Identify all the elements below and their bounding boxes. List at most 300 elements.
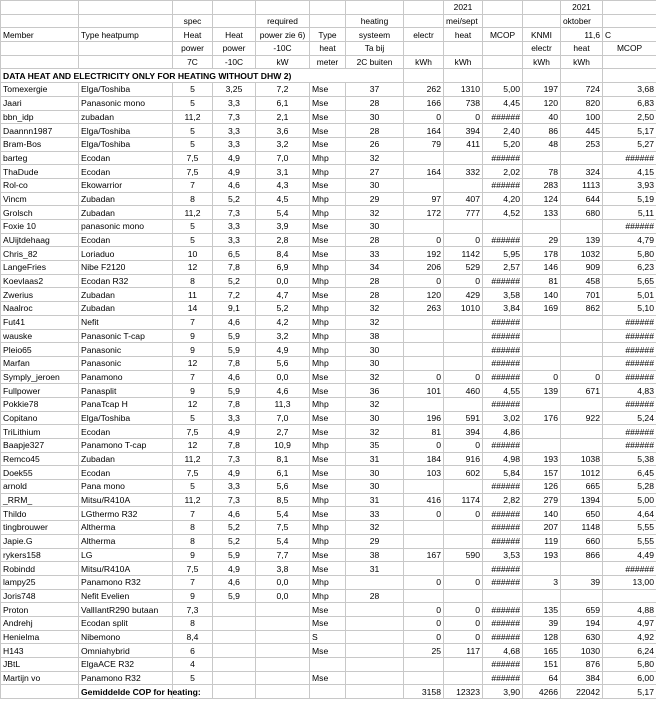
cell-heating-temp[interactable]: 30 [346, 466, 404, 480]
cell-spec-power-7c[interactable]: 5 [173, 137, 213, 151]
cell-heating-temp[interactable]: 31 [346, 452, 404, 466]
cell-spec-power-7c[interactable]: 9 [173, 589, 213, 603]
cell-heat-meter-type[interactable]: Mhp [310, 274, 346, 288]
cell-type-heatpump[interactable]: Panasonic [79, 343, 173, 357]
cell-heat-oktober[interactable] [561, 220, 603, 234]
cell-electr-mei-sept[interactable] [404, 671, 444, 685]
totals-label[interactable]: Gemiddelde COP for heating: [79, 685, 173, 699]
cell-electr-mei-sept[interactable]: 416 [404, 493, 444, 507]
cell-heat-meter-type[interactable]: Mse [310, 288, 346, 302]
cell-required-power[interactable]: 0,0 [256, 274, 310, 288]
cell-member[interactable]: Tomexergie [1, 83, 79, 97]
cell-heat-meter-type[interactable]: Mhp [310, 493, 346, 507]
cell-heat-power-min10c[interactable]: 7,2 [213, 288, 256, 302]
cell-electr-mei-sept[interactable] [404, 521, 444, 535]
cell-mcop-oktober[interactable]: 5,00 [603, 493, 656, 507]
cell-heat-oktober[interactable]: 458 [561, 274, 603, 288]
cell-spec-power-7c[interactable]: 11,2 [173, 452, 213, 466]
cell-spec-power-7c[interactable]: 9 [173, 384, 213, 398]
cell-heat-oktober[interactable]: 100 [561, 110, 603, 124]
cell-mcop-oktober[interactable]: ###### [603, 220, 656, 234]
cell-required-power[interactable]: 3,2 [256, 329, 310, 343]
cell-member[interactable]: Proton [1, 603, 79, 617]
cell-heat-meter-type[interactable]: Mse [310, 110, 346, 124]
cell-mcop-oktober[interactable]: ###### [603, 356, 656, 370]
cell-mcop-oktober[interactable]: 5,27 [603, 137, 656, 151]
cell-heat-mei-sept[interactable]: 591 [444, 411, 483, 425]
cell-required-power[interactable]: 5,4 [256, 534, 310, 548]
cell-required-power[interactable]: 6,9 [256, 261, 310, 275]
cell-heat-power-min10c[interactable]: 3,3 [213, 233, 256, 247]
cell-electr-mei-sept[interactable]: 0 [404, 370, 444, 384]
cell-mcop-oktober[interactable]: ###### [603, 343, 656, 357]
cell-type-heatpump[interactable]: Zubadan [79, 206, 173, 220]
cell-mcop-mei-sept[interactable]: ###### [483, 274, 523, 288]
cell-heat-mei-sept[interactable] [444, 480, 483, 494]
cell-required-power[interactable] [256, 603, 310, 617]
cell-heating-temp[interactable]: 30 [346, 220, 404, 234]
cell-electr-oktober[interactable]: 135 [523, 603, 561, 617]
cell-heat-meter-type[interactable]: Mhp [310, 261, 346, 275]
cell-member[interactable]: Remco45 [1, 452, 79, 466]
cell-mcop-oktober[interactable]: 4,83 [603, 384, 656, 398]
cell-required-power[interactable]: 2,7 [256, 425, 310, 439]
cell-required-power[interactable]: 3,6 [256, 124, 310, 138]
cell-type-heatpump[interactable]: zubadan [79, 110, 173, 124]
cell-electr-mei-sept[interactable]: 196 [404, 411, 444, 425]
cell-electr-mei-sept[interactable] [404, 562, 444, 576]
cell-heating-temp[interactable]: 30 [346, 411, 404, 425]
cell-heat-meter-type[interactable]: Mse [310, 548, 346, 562]
cell-heating-temp[interactable] [346, 616, 404, 630]
cell-heat-power-min10c[interactable]: 7,8 [213, 439, 256, 453]
cell-heat-mei-sept[interactable]: 407 [444, 192, 483, 206]
cell-mcop-mei-sept[interactable]: ###### [483, 630, 523, 644]
cell-mcop-oktober[interactable]: 4,49 [603, 548, 656, 562]
cell-electr-mei-sept[interactable] [404, 356, 444, 370]
cell-heating-temp[interactable]: 28 [346, 274, 404, 288]
cell-spec-power-7c[interactable]: 8,4 [173, 630, 213, 644]
cell-mcop-mei-sept[interactable]: ###### [483, 562, 523, 576]
cell-heat-oktober[interactable]: 1032 [561, 247, 603, 261]
cell-heat-meter-type[interactable]: Mse [310, 247, 346, 261]
cell-required-power[interactable]: 4,9 [256, 343, 310, 357]
cell-type-heatpump[interactable]: Panasplit [79, 384, 173, 398]
cell-heat-power-min10c[interactable] [213, 644, 256, 658]
cell-mcop-oktober[interactable]: 5,17 [603, 124, 656, 138]
cell-mcop-mei-sept[interactable]: 4,98 [483, 452, 523, 466]
cell-mcop-oktober[interactable]: 6,23 [603, 261, 656, 275]
cell-required-power[interactable]: 5,2 [256, 302, 310, 316]
cell-spec-power-7c[interactable]: 12 [173, 397, 213, 411]
cell-heating-temp[interactable]: 30 [346, 343, 404, 357]
cell-mcop-mei-sept[interactable]: ###### [483, 397, 523, 411]
cell-heat-oktober[interactable]: 680 [561, 206, 603, 220]
cell-mcop-oktober[interactable]: 5,11 [603, 206, 656, 220]
cell-member[interactable]: lampy25 [1, 575, 79, 589]
cell-heating-temp[interactable]: 32 [346, 370, 404, 384]
cell-mcop-mei-sept[interactable]: ###### [483, 521, 523, 535]
cell-mcop-oktober[interactable] [603, 589, 656, 603]
cell-heat-power-min10c[interactable]: 4,9 [213, 562, 256, 576]
cell-heat-meter-type[interactable]: Mhp [310, 165, 346, 179]
cell-electr-mei-sept[interactable] [404, 480, 444, 494]
cell-mcop-oktober[interactable]: 5,19 [603, 192, 656, 206]
cell-heat-mei-sept[interactable]: 117 [444, 644, 483, 658]
cell-type-heatpump[interactable]: Ecodan R32 [79, 274, 173, 288]
cell-spec-power-7c[interactable]: 7,5 [173, 425, 213, 439]
cell-electr-mei-sept[interactable]: 167 [404, 548, 444, 562]
cell-heat-mei-sept[interactable]: 0 [444, 575, 483, 589]
cell-heat-power-min10c[interactable]: 7,8 [213, 397, 256, 411]
cell-mcop-mei-sept[interactable]: ###### [483, 658, 523, 672]
cell-electr-oktober[interactable]: 78 [523, 165, 561, 179]
cell-mcop-mei-sept[interactable]: 3,02 [483, 411, 523, 425]
cell-heat-oktober[interactable] [561, 589, 603, 603]
cell-heating-temp[interactable] [346, 671, 404, 685]
cell-mcop-mei-sept[interactable]: ###### [483, 507, 523, 521]
cell-heat-meter-type[interactable] [310, 658, 346, 672]
cell-electr-mei-sept[interactable] [404, 178, 444, 192]
cell-electr-oktober[interactable] [523, 439, 561, 453]
cell-spec-power-7c[interactable]: 7,3 [173, 603, 213, 617]
cell-heat-oktober[interactable]: 724 [561, 83, 603, 97]
cell-member[interactable]: Doek55 [1, 466, 79, 480]
cell-heating-temp[interactable]: 32 [346, 206, 404, 220]
cell-heat-oktober[interactable] [561, 151, 603, 165]
cell-heating-temp[interactable]: 26 [346, 137, 404, 151]
cell-heat-oktober[interactable]: 862 [561, 302, 603, 316]
cell-heat-power-min10c[interactable]: 3,3 [213, 137, 256, 151]
cell-electr-mei-sept[interactable]: 0 [404, 439, 444, 453]
cell-heat-meter-type[interactable]: Mhp [310, 575, 346, 589]
cell-heat-mei-sept[interactable]: 0 [444, 274, 483, 288]
cell-type-heatpump[interactable]: Ecodan [79, 466, 173, 480]
cell-heat-oktober[interactable] [561, 425, 603, 439]
cell-mcop-mei-sept[interactable]: 4,20 [483, 192, 523, 206]
total-heat-mei-sept[interactable]: 12323 [444, 685, 483, 699]
cell-spec-power-7c[interactable]: 8 [173, 274, 213, 288]
cell-member[interactable]: tingbrouwer [1, 521, 79, 535]
cell-member[interactable]: Jaari [1, 96, 79, 110]
cell-member[interactable]: Copitano [1, 411, 79, 425]
cell-member[interactable]: arnold [1, 480, 79, 494]
cell-type-heatpump[interactable]: Ecodan [79, 151, 173, 165]
total-mcop-oktober[interactable]: 5,17 [603, 685, 656, 699]
cell-electr-oktober[interactable]: 126 [523, 480, 561, 494]
cell-required-power[interactable]: 5,4 [256, 206, 310, 220]
cell-heat-mei-sept[interactable]: 0 [444, 110, 483, 124]
cell-electr-oktober[interactable]: 119 [523, 534, 561, 548]
cell-heat-power-min10c[interactable]: 7,8 [213, 356, 256, 370]
cell-mcop-mei-sept[interactable]: ###### [483, 480, 523, 494]
cell-electr-mei-sept[interactable] [404, 151, 444, 165]
cell-type-heatpump[interactable]: Zubadan [79, 192, 173, 206]
cell-electr-oktober[interactable]: 3 [523, 575, 561, 589]
cell-mcop-mei-sept[interactable]: ###### [483, 110, 523, 124]
cell-heat-mei-sept[interactable]: 1310 [444, 83, 483, 97]
cell-type-heatpump[interactable]: Elga/Toshiba [79, 83, 173, 97]
cell-spec-power-7c[interactable]: 12 [173, 261, 213, 275]
cell-required-power[interactable]: 6,1 [256, 96, 310, 110]
cell-spec-power-7c[interactable]: 4 [173, 658, 213, 672]
cell-electr-mei-sept[interactable]: 0 [404, 630, 444, 644]
cell-heat-oktober[interactable] [561, 439, 603, 453]
cell-heating-temp[interactable]: 28 [346, 288, 404, 302]
cell-heat-mei-sept[interactable] [444, 343, 483, 357]
cell-member[interactable]: Pleio65 [1, 343, 79, 357]
cell-electr-mei-sept[interactable]: 192 [404, 247, 444, 261]
cell-heat-oktober[interactable]: 866 [561, 548, 603, 562]
cell-spec-power-7c[interactable]: 7 [173, 178, 213, 192]
cell-mcop-mei-sept[interactable]: ###### [483, 616, 523, 630]
cell-heat-power-min10c[interactable]: 7,8 [213, 261, 256, 275]
cell-heat-power-min10c[interactable]: 5,2 [213, 521, 256, 535]
cell-heat-mei-sept[interactable]: 0 [444, 603, 483, 617]
cell-mcop-oktober[interactable]: 5,38 [603, 452, 656, 466]
cell-electr-oktober[interactable]: 140 [523, 507, 561, 521]
cell-mcop-mei-sept[interactable]: ###### [483, 603, 523, 617]
cell-heat-meter-type[interactable]: Mse [310, 452, 346, 466]
cell-electr-oktober[interactable] [523, 329, 561, 343]
cell-mcop-oktober[interactable]: 4,64 [603, 507, 656, 521]
cell-electr-oktober[interactable]: 81 [523, 274, 561, 288]
cell-heat-mei-sept[interactable] [444, 397, 483, 411]
cell-type-heatpump[interactable]: ElgaACE R32 [79, 658, 173, 672]
cell-member[interactable]: Bram-Bos [1, 137, 79, 151]
cell-heat-meter-type[interactable]: Mhp [310, 302, 346, 316]
cell-spec-power-7c[interactable]: 11,2 [173, 493, 213, 507]
cell-spec-power-7c[interactable]: 6 [173, 644, 213, 658]
cell-heating-temp[interactable]: 35 [346, 439, 404, 453]
cell-heat-oktober[interactable]: 922 [561, 411, 603, 425]
cell-heating-temp[interactable]: 38 [346, 548, 404, 562]
cell-member[interactable]: wauske [1, 329, 79, 343]
cell-heat-power-min10c[interactable]: 5,2 [213, 274, 256, 288]
cell-heat-mei-sept[interactable]: 777 [444, 206, 483, 220]
cell-heat-oktober[interactable]: 139 [561, 233, 603, 247]
cell-spec-power-7c[interactable]: 7,5 [173, 466, 213, 480]
cell-required-power[interactable]: 11,3 [256, 397, 310, 411]
cell-heat-power-min10c[interactable] [213, 630, 256, 644]
cell-heating-temp[interactable]: 33 [346, 507, 404, 521]
cell-type-heatpump[interactable]: Loriaduo [79, 247, 173, 261]
cell-member[interactable]: ThaDude [1, 165, 79, 179]
cell-heat-power-min10c[interactable]: 3,3 [213, 96, 256, 110]
cell-electr-mei-sept[interactable]: 0 [404, 233, 444, 247]
cell-heating-temp[interactable]: 30 [346, 356, 404, 370]
cell-spec-power-7c[interactable]: 12 [173, 356, 213, 370]
cell-heat-oktober[interactable] [561, 356, 603, 370]
cell-heating-temp[interactable] [346, 644, 404, 658]
cell-mcop-oktober[interactable]: ###### [603, 425, 656, 439]
cell-electr-mei-sept[interactable]: 103 [404, 466, 444, 480]
cell-electr-mei-sept[interactable]: 263 [404, 302, 444, 316]
cell-heat-meter-type[interactable]: Mhp [310, 521, 346, 535]
cell-heat-meter-type[interactable]: Mse [310, 466, 346, 480]
cell-mcop-oktober[interactable]: 2,50 [603, 110, 656, 124]
cell-heating-temp[interactable]: 32 [346, 315, 404, 329]
cell-electr-oktober[interactable]: 139 [523, 384, 561, 398]
cell-heating-temp[interactable] [346, 630, 404, 644]
cell-heat-oktober[interactable]: 820 [561, 96, 603, 110]
cell-spec-power-7c[interactable]: 7,5 [173, 165, 213, 179]
cell-heat-power-min10c[interactable]: 7,3 [213, 452, 256, 466]
cell-heat-meter-type[interactable]: Mse [310, 480, 346, 494]
cell-required-power[interactable]: 2,8 [256, 233, 310, 247]
cell-mcop-mei-sept[interactable]: ###### [483, 439, 523, 453]
cell-heat-oktober[interactable] [561, 397, 603, 411]
cell-heat-oktober[interactable]: 671 [561, 384, 603, 398]
cell-required-power[interactable]: 5,4 [256, 507, 310, 521]
cell-electr-mei-sept[interactable]: 97 [404, 192, 444, 206]
cell-spec-power-7c[interactable]: 7,5 [173, 562, 213, 576]
cell-mcop-oktober[interactable]: 5,01 [603, 288, 656, 302]
cell-required-power[interactable]: 7,0 [256, 151, 310, 165]
cell-mcop-mei-sept[interactable]: ###### [483, 343, 523, 357]
cell-member[interactable]: Pokkie78 [1, 397, 79, 411]
cell-heat-mei-sept[interactable]: 602 [444, 466, 483, 480]
cell-heating-temp[interactable] [346, 575, 404, 589]
cell-mcop-mei-sept[interactable]: ###### [483, 575, 523, 589]
cell-type-heatpump[interactable]: Nibe F2120 [79, 261, 173, 275]
cell-heat-oktober[interactable]: 650 [561, 507, 603, 521]
cell-member[interactable]: Zwerius [1, 288, 79, 302]
cell-mcop-mei-sept[interactable]: 2,02 [483, 165, 523, 179]
cell-heating-temp[interactable]: 30 [346, 480, 404, 494]
cell-required-power[interactable]: 3,9 [256, 220, 310, 234]
cell-electr-mei-sept[interactable] [404, 220, 444, 234]
cell-required-power[interactable]: 6,1 [256, 466, 310, 480]
cell-electr-mei-sept[interactable]: 81 [404, 425, 444, 439]
cell-heat-meter-type[interactable]: Mse [310, 671, 346, 685]
cell-electr-mei-sept[interactable]: 164 [404, 165, 444, 179]
cell-heat-power-min10c[interactable]: 6,5 [213, 247, 256, 261]
cell-electr-oktober[interactable]: 0 [523, 370, 561, 384]
cell-electr-oktober[interactable] [523, 589, 561, 603]
cell-member[interactable]: Daannn1987 [1, 124, 79, 138]
cell-heat-oktober[interactable]: 876 [561, 658, 603, 672]
cell-member[interactable]: JBtL [1, 658, 79, 672]
cell-mcop-mei-sept[interactable]: ###### [483, 534, 523, 548]
cell-electr-mei-sept[interactable]: 0 [404, 274, 444, 288]
cell-electr-oktober[interactable]: 283 [523, 178, 561, 192]
cell-heat-power-min10c[interactable] [213, 603, 256, 617]
cell-heating-temp[interactable]: 28 [346, 96, 404, 110]
cell-electr-oktober[interactable] [523, 397, 561, 411]
cell-spec-power-7c[interactable]: 8 [173, 192, 213, 206]
cell-type-heatpump[interactable]: Omniahybrid [79, 644, 173, 658]
cell-spec-power-7c[interactable]: 8 [173, 534, 213, 548]
cell-spec-power-7c[interactable]: 7 [173, 315, 213, 329]
cell-spec-power-7c[interactable]: 7,5 [173, 151, 213, 165]
cell-electr-oktober[interactable]: 178 [523, 247, 561, 261]
cell-heat-mei-sept[interactable]: 0 [444, 630, 483, 644]
cell-type-heatpump[interactable]: Elga/Toshiba [79, 411, 173, 425]
cell-type-heatpump[interactable]: Ecodan [79, 233, 173, 247]
cell-heat-oktober[interactable]: 384 [561, 671, 603, 685]
cell-required-power[interactable] [256, 671, 310, 685]
cell-heat-oktober[interactable]: 909 [561, 261, 603, 275]
cell-electr-mei-sept[interactable]: 262 [404, 83, 444, 97]
cell-heat-mei-sept[interactable] [444, 151, 483, 165]
cell-electr-oktober[interactable]: 146 [523, 261, 561, 275]
cell-mcop-mei-sept[interactable]: ###### [483, 315, 523, 329]
cell-mcop-mei-sept[interactable]: 5,00 [483, 83, 523, 97]
cell-heat-oktober[interactable]: 1394 [561, 493, 603, 507]
cell-electr-oktober[interactable] [523, 220, 561, 234]
cell-mcop-oktober[interactable]: 4,15 [603, 165, 656, 179]
cell-heat-power-min10c[interactable]: 5,2 [213, 534, 256, 548]
cell-heat-mei-sept[interactable]: 529 [444, 261, 483, 275]
cell-heat-meter-type[interactable]: Mse [310, 96, 346, 110]
cell-type-heatpump[interactable]: LG [79, 548, 173, 562]
cell-heating-temp[interactable]: 32 [346, 425, 404, 439]
cell-electr-oktober[interactable]: 40 [523, 110, 561, 124]
cell-mcop-mei-sept[interactable]: 2,82 [483, 493, 523, 507]
cell-heat-meter-type[interactable]: Mse [310, 507, 346, 521]
cell-electr-mei-sept[interactable]: 120 [404, 288, 444, 302]
cell-heat-meter-type[interactable]: Mhp [310, 206, 346, 220]
cell-mcop-oktober[interactable]: 6,24 [603, 644, 656, 658]
cell-heat-mei-sept[interactable]: 590 [444, 548, 483, 562]
cell-heat-oktober[interactable]: 1030 [561, 644, 603, 658]
cell-spec-power-7c[interactable]: 9 [173, 343, 213, 357]
cell-spec-power-7c[interactable]: 5 [173, 411, 213, 425]
cell-type-heatpump[interactable]: Pana mono [79, 480, 173, 494]
cell-member[interactable]: Rol-co [1, 178, 79, 192]
cell-heating-temp[interactable]: 28 [346, 124, 404, 138]
cell-required-power[interactable]: 4,2 [256, 315, 310, 329]
cell-type-heatpump[interactable]: Ecodan [79, 425, 173, 439]
cell-mcop-oktober[interactable]: 5,28 [603, 480, 656, 494]
cell-electr-mei-sept[interactable]: 172 [404, 206, 444, 220]
cell-electr-oktober[interactable]: 193 [523, 452, 561, 466]
cell-member[interactable]: Japie.G [1, 534, 79, 548]
cell-mcop-oktober[interactable]: 5,10 [603, 302, 656, 316]
cell-heat-mei-sept[interactable]: 916 [444, 452, 483, 466]
cell-heat-power-min10c[interactable]: 4,6 [213, 370, 256, 384]
cell-heating-temp[interactable]: 31 [346, 493, 404, 507]
cell-electr-oktober[interactable] [523, 562, 561, 576]
cell-mcop-mei-sept[interactable] [483, 589, 523, 603]
cell-electr-oktober[interactable]: 86 [523, 124, 561, 138]
cell-required-power[interactable]: 4,7 [256, 288, 310, 302]
cell-mcop-mei-sept[interactable]: ###### [483, 671, 523, 685]
cell-heat-mei-sept[interactable] [444, 521, 483, 535]
cell-heat-mei-sept[interactable] [444, 658, 483, 672]
cell-mcop-oktober[interactable]: ###### [603, 562, 656, 576]
cell-type-heatpump[interactable]: panasonic mono [79, 220, 173, 234]
cell-heating-temp[interactable]: 28 [346, 233, 404, 247]
cell-spec-power-7c[interactable]: 5 [173, 220, 213, 234]
cell-electr-mei-sept[interactable]: 0 [404, 110, 444, 124]
cell-member[interactable]: barteg [1, 151, 79, 165]
cell-heat-power-min10c[interactable]: 7,3 [213, 493, 256, 507]
cell-heat-mei-sept[interactable] [444, 220, 483, 234]
cell-type-heatpump[interactable]: Ecodan [79, 165, 173, 179]
cell-mcop-oktober[interactable]: 5,65 [603, 274, 656, 288]
cell-member[interactable]: Fullpower [1, 384, 79, 398]
cell-spec-power-7c[interactable]: 7 [173, 370, 213, 384]
cell-type-heatpump[interactable]: Nibemono [79, 630, 173, 644]
cell-heat-meter-type[interactable]: Mse [310, 644, 346, 658]
cell-heating-temp[interactable] [346, 658, 404, 672]
cell-type-heatpump[interactable]: Elga/Toshiba [79, 124, 173, 138]
cell-heat-power-min10c[interactable]: 5,9 [213, 343, 256, 357]
cell-heat-power-min10c[interactable]: 9,1 [213, 302, 256, 316]
cell-required-power[interactable]: 4,3 [256, 178, 310, 192]
